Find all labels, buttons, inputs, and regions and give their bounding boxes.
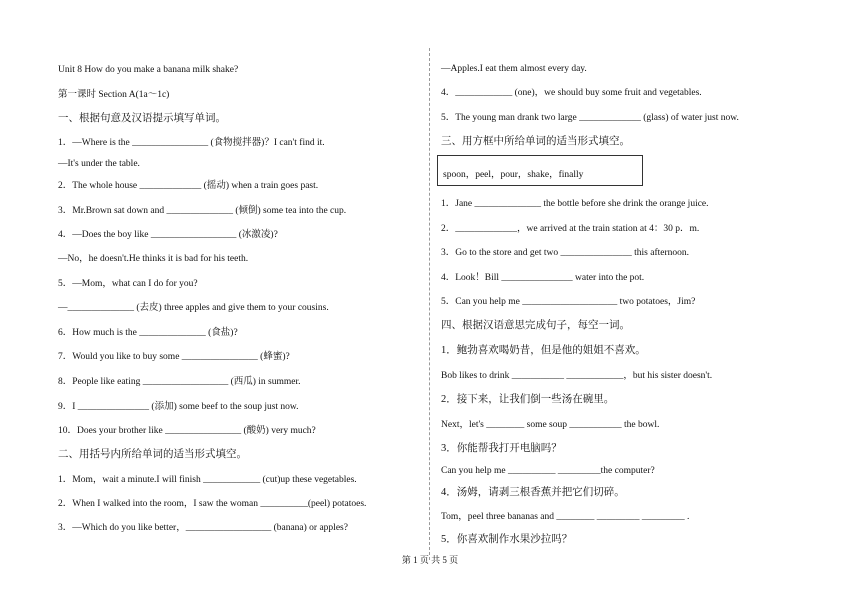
question-line: 3．—Which do you like better，__________________ (banana) or apples? <box>58 523 348 533</box>
question-line: 1．—Where is the ________________ (食物搅拌器)？I can't find it. <box>58 138 325 148</box>
question-line: 2．When I walked into the room，I saw the woman __________(peel) potatoes. <box>58 499 367 509</box>
question-line: Tom，peel three bananas and ________ _________ _________ . <box>441 512 690 522</box>
question-line: 1．鲍勃喜欢喝奶昔，但是他的姐姐不喜欢。 <box>441 345 646 356</box>
section-1-heading: 一、根据句意及汉语提示填写单词。 <box>58 113 226 124</box>
question-line: 5．Can you help me ____________________ two potatoes，Jim? <box>441 297 696 307</box>
question-line: 3．Mr.Brown sat down and ______________ (倾倒) some tea into the cup. <box>58 206 347 216</box>
column-divider <box>429 48 430 560</box>
section-2-heading: 二、用括号内所给单词的适当形式填空。 <box>58 449 247 460</box>
question-line: 4．—Does the boy like __________________ (冰激凌)? <box>58 230 278 240</box>
question-line: —______________ (去皮) three apples and give them to your cousins. <box>58 303 329 313</box>
question-line: —Apples.I eat them almost every day. <box>441 64 587 74</box>
word-box <box>437 155 643 186</box>
question-line: 5．The young man drank two large _____________ (glass) of water just now. <box>441 113 739 123</box>
question-line: 9．I _______________ (添加) some beef to the soup just now. <box>58 402 299 412</box>
word-box-text: spoon，peel，pour，shake，finally <box>443 170 584 180</box>
question-line: 2．_____________，we arrived at the train station at 4：30 p．m. <box>441 224 700 234</box>
question-line: 1．Mom，wait a minute.I will finish ____________ (cut)up these vegetables. <box>58 475 357 485</box>
question-line: —It's under the table. <box>58 159 140 169</box>
lesson-subtitle: 第一课时 Section A(1a～1c) <box>58 90 170 100</box>
question-line: Can you help me __________ _________the computer? <box>441 466 655 476</box>
question-line: 4．汤姆，请剥三根香蕉并把它们切碎。 <box>441 487 625 498</box>
question-line: 10．Does your brother like ________________ (酸奶) very much? <box>58 426 316 436</box>
unit-title: Unit 8 How do you make a banana milk shake? <box>58 65 239 75</box>
section-4-heading: 四、根据汉语意思完成句子，每空一词。 <box>441 320 630 331</box>
question-line: Bob likes to drink ___________ ____________，but his sister doesn't. <box>441 371 713 381</box>
question-line: 2．接下来，让我们倒一些汤在碗里。 <box>441 394 615 405</box>
question-line: 8．People like eating __________________ (西瓜) in summer. <box>58 377 301 387</box>
question-line: —No，he doesn't.He thinks it is bad for his teeth. <box>58 254 249 264</box>
question-line: 2．The whole house _____________ (摇动) when a train goes past. <box>58 181 319 191</box>
question-line: 5．你喜欢制作水果沙拉吗？ <box>441 534 573 545</box>
question-line: 7．Would you like to buy some ________________ (蜂蜜)? <box>58 352 290 362</box>
question-line: 3．Go to the store and get two _______________ this afternoon. <box>441 248 690 258</box>
question-line: 3．你能帮我打开电脑吗？ <box>441 443 562 454</box>
section-3-heading: 三、用方框中所给单词的适当形式填空。 <box>441 136 630 147</box>
page-number-footer: 第 1 页 共 5 页 <box>401 555 459 565</box>
question-line: 1．Jane ______________ the bottle before she drink the orange juice. <box>441 199 709 209</box>
question-line: 5．—Mom，what can I do for you? <box>58 279 198 289</box>
question-line: 4．Look！Bill _______________ water into the pot. <box>441 273 645 283</box>
question-line: 6．How much is the ______________ (食盐)? <box>58 328 238 338</box>
question-line: 4．____________ (one)，we should buy some fruit and vegetables. <box>441 88 702 98</box>
question-line: Next，let's ________ some soup ___________ the bowl. <box>441 420 660 430</box>
